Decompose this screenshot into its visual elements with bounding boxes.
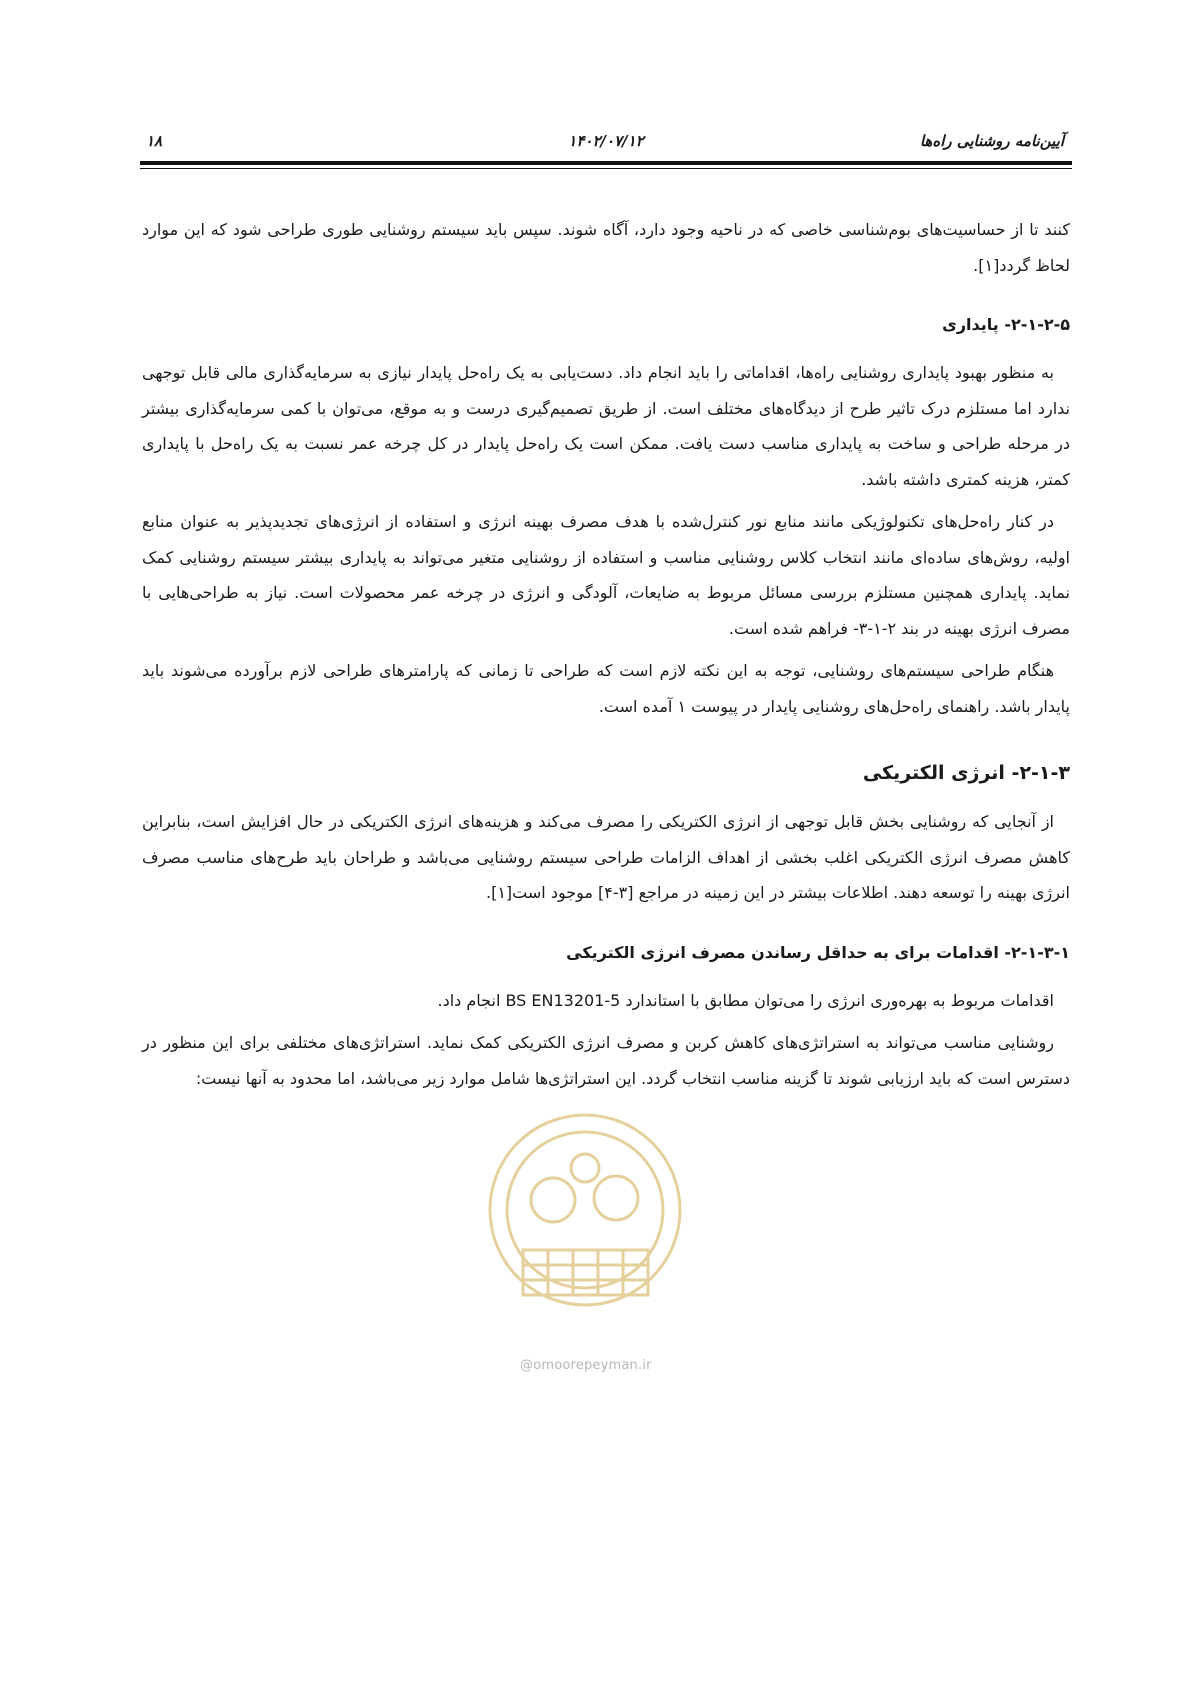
watermark-logo	[478, 1100, 693, 1345]
document-title: آیین‌نامه روشنایی راه‌ها	[919, 132, 1064, 150]
header-date: ۱۴۰۲/۰۷/۱۲	[568, 132, 644, 150]
strategies-paragraph: روشنایی مناسب می‌تواند به استراتژی‌های کاهش کربن و مصرف انرژی الکتریکی کمک نماید. استراتژی‌های مختلفی برای این منظور در دسترس است که باید ارزیابی شوند تا گزینه مناسب انتخاب گردد. این استراتژی‌ها شامل موارد زیر می‌باشد، اما محدود به آنها نیست:	[142, 1033, 1070, 1088]
sustainability-paragraph-2: در کنار راه‌حل‌های تکنولوژیکی مانند منابع نور کنترل‌شده با هدف مصرف بهینه انرژی و استفاده از انرژی‌های تجدیدپذیر به عنوان منابع اولیه، روش‌های ساده‌ای مانند انتخاب کلاس روشنایی مناسب و استفاده از روشنایی متغیر می‌تواند به پایداری بیشتر سیستم روشنایی کمک نماید. پایداری همچنین مستلزم بررسی مسائل مربوط به ضایعات، آلودگی و انرژی در چرخه عمر محصولات است. نیاز به طراحی‌هایی با مصرف انرژی بهینه در بند ۲-۱-۳- فراهم شده است.	[142, 512, 1070, 638]
header-rule-thin	[140, 168, 1072, 169]
sustainability-paragraph-1: به منظور بهبود پایداری روشنایی راه‌ها، اقداماتی را باید انجام داد. دست‌یابی به یک راه‌حل پایدار نیازی به سرمایه‌گذاری مالی قابل توجهی ندارد اما مستلزم درک تاثیر طرح از دیدگاه‌های مختلف است. از طریق تصمیم‌گیری درست و به موقع، می‌توان با کمی سرمایه‌گذاری بیشتر در مرحله طراحی و ساخت به پایداری مناسب دست یافت. ممکن است یک راه‌حل پایدار در کل چرخه عمر نسبت به یک راه‌حل با پایداری کمتر، هزینه کمتری داشته باشد.	[142, 363, 1070, 489]
header-rule-thick	[140, 161, 1072, 165]
page-header	[140, 128, 1072, 160]
electrical-energy-paragraph: از آنجایی که روشنایی بخش قابل توجهی از انرژی الکتریکی را مصرف می‌کند و هزینه‌های انرژی الکتریکی در حال افزایش است، بنابراین کاهش مصرف انرژی الکتریکی اغلب بخشی از اهداف الزامات طراحی سیستم روشنایی می‌باشد و طراحان باید طرح‌های مناسب مصرف انرژی بهینه را توسعه دهند. اطلاعات بیشتر در این زمینه در مراجع [۳-۴] موجود است[۱].	[142, 812, 1070, 902]
heading-sustainability: ۲-۱-۲-۵- پایداری	[942, 315, 1070, 334]
sustainability-paragraph-3: هنگام طراحی سیستم‌های روشنایی، توجه به این نکته لازم است که طراحی تا زمانی که پارامترهای طراحی لازم برآورده می‌شوند باید پایدار باشد. راهنمای راه‌حل‌های روشنایی پایدار در پیوست ۱ آمده است.	[142, 661, 1070, 716]
page-number: ۱۸	[146, 132, 163, 150]
intro-paragraph: کنند تا از حساسیت‌های بوم‌شناسی خاصی که در ناحیه وجود دارد، آگاه شوند. سپس باید سیستم روشنایی طوری طراحی شود که این موارد لحاظ گردد[۱].	[142, 220, 1070, 275]
watermark-text: @omoorepeyman.ir	[520, 1358, 652, 1373]
page-body	[142, 212, 1070, 1096]
heading-minimize-consumption: ۲-۱-۳-۱- اقدامات برای به حداقل رساندن مصرف انرژی الکتریکی	[566, 942, 1070, 962]
heading-electrical-energy: ۲-۱-۳- انرژی الکتریکی	[862, 762, 1070, 784]
standard-paragraph: اقدامات مربوط به بهره‌وری انرژی را می‌توان مطابق با استاندارد BS EN13201-5 انجام داد.	[437, 990, 1054, 1010]
